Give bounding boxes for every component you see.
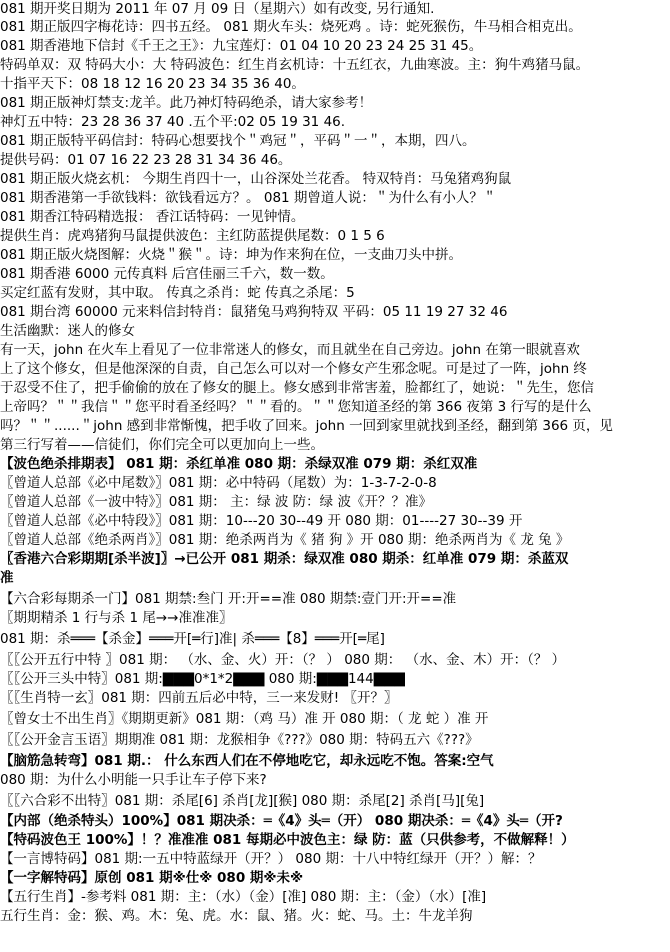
kill-row-tail-title: 〖期期精杀 1 行与杀 1 尾→→准准准〗 bbox=[0, 610, 233, 626]
story-line: 吗？＂＂......＂john 感到非常惭愧，把手收了回来。john 一回到家里就找到圣经，翻到第 366 页，见 bbox=[0, 418, 613, 434]
taiwan-envelope-line: 081 期台湾 60000 元来料信封特肖：鼠猪兔马鸡狗特双 平码：05 11 19 27 32 46 bbox=[0, 304, 508, 320]
kill-row-tail-line: 081 期：杀═══【杀金】═══开[═行]准| 杀═══【8】═══开[═尾] bbox=[0, 631, 385, 647]
story-line: 第三行写着——信徒们，你们完全可以更加向上一些。 bbox=[0, 437, 324, 453]
riddle-line: 【脑筋急转弯】081 期.： 什么东西人们在不停地吃它，却永远吃不饱。答案:空气 bbox=[0, 753, 494, 769]
half-wave-line: 〖香港六合彩期期[杀半波]〗→已公开 081 期杀：绿双准 080 期杀：红单准 079 期：杀蓝双 bbox=[0, 551, 569, 567]
golden-words-line: 〖〖公开金言玉语〗期期准 081 期：龙猴相争《???》080 期：特码五六《???》 bbox=[0, 732, 479, 748]
one-char-decode-line: 【一字解特码】原创 081 期※仕※ 080 期※未※ bbox=[0, 870, 304, 886]
story-line: 上了这个修女，但是他深深的自责，自己怎么可以对一个修女产生邪念呢。可是过了一阵，john 终 bbox=[0, 361, 587, 377]
underground-envelope-line: 081 期香港地下信封《千王之王》：九宝莲灯：01 04 10 20 23 24 25 31 45。 bbox=[0, 38, 483, 54]
half-wave-continuation: 准 bbox=[0, 570, 14, 586]
provided-numbers-line: 提供号码：01 07 16 22 23 28 31 34 36 46。 bbox=[0, 152, 292, 168]
inside-kill-head-line: 【内部（绝杀特头）100%】081 期决杀：═《4》头═（开） 080 期决杀：═《4》头═（开? bbox=[0, 813, 563, 829]
hk-first-hand-line: 081 期香港第一手欲钱料：欲钱看远方？。 081 期曾道人说：＂为什么有小人？＂ bbox=[0, 190, 497, 206]
one-word-bet-line: 【一言博特码】081 期:一五中特蓝绿开（开？） 080 期：十八中特红绿开（开？）解：？ bbox=[0, 851, 542, 867]
flat-code-envelope-line: 081 期正版特平码信封：特码心想要找个＂鸡冠＂，平码＂一＂，本期，四八。 bbox=[0, 133, 476, 149]
story-line: 有一天，john 在火车上看见了一位非常迷人的修女，而且就坐在自己旁边。john 在第一眼就喜欢 bbox=[0, 342, 580, 358]
fax-kill-line: 买定红蓝有发财，其中取。 传真之杀肖：蛇 传真之杀尾：5 bbox=[0, 285, 355, 301]
fire-mystery-line: 081 期正版火烧玄机： 今期生肖四十一，山谷深处兰花香。 特双特肖：马兔猪鸡狗鼠 bbox=[0, 171, 512, 187]
ten-fingers-line: 十指平天下：08 18 12 16 20 23 34 35 36 40。 bbox=[0, 76, 305, 92]
wave-king-line: 【特码波色王 100%】！？准准准 081 每期必中波色主：绿 防：蓝（只供参考，不做解释！） bbox=[0, 832, 575, 848]
plum-poem-line: 081 期正版四字梅花诗：四书五经。 081 期火车头：烧死鸡 。诗：蛇死猴伤，牛马相合相克出。 bbox=[0, 19, 582, 35]
one-wave-line: 〖曾道人总部《一波中特》〗081 期： 主：绿 波 防：绿 波《开？？准》 bbox=[0, 494, 432, 510]
must-hit-segment-line: 〖曾道人总部《必中特段》〗081 期：10---20 30--49 开 080 期：01----27 30--39 开 bbox=[0, 513, 523, 529]
zodiac-mystery-line: 〖〖生肖特一玄〗081 期：四前五后必中特，三一来发财! 〖开？〗 bbox=[0, 690, 398, 706]
riddle-question-line: 080 期：为什么小明能一只手让车子停下来? bbox=[0, 772, 267, 788]
madam-zeng-line: 〖曾女士不出生肖〗《期期更新》081 期：（鸡 马）准 开 080 期：（ 龙 蛇 ）准 开 bbox=[0, 711, 489, 727]
fax-6000-line: 081 期香港 6000 元传真料 后宫佳丽三千六，数一数。 bbox=[0, 266, 334, 282]
five-elements-line: 〖〖公开五行中特 〗081 期： （水、金、火）开：（？ ） 080 期： （水、金、木）开：（？ ） bbox=[0, 652, 566, 668]
must-hit-tail-line: 〖曾道人总部《必中尾数》〗081 期：必中特码（尾数）为：1-3-7-2-0-8 bbox=[0, 475, 437, 491]
wave-color-schedule-line: 【波色绝杀排期表】 081 期：杀红单准 080 期：杀绿双准 079 期：杀红双准 bbox=[0, 456, 478, 472]
three-heads-line: 〖〖公开三头中特〗081 期:▇▇▇0*1*2▇▇▇ 080 期:▇▇▇144▇▇▇ bbox=[0, 671, 405, 687]
story-line: 于忍受不住了，把手偷偷的放在了修女的腿上。修女感到非常害羞，脸都红了，她说：＂先生，您信 bbox=[0, 380, 594, 396]
five-element-zodiac-line: 【五行生肖】-参考料 081 期：主：（水）（金）[准] 080 期：主：（金）（水）[准] bbox=[0, 889, 487, 905]
xiangjiang-report-line: 081 期香江特码精选报： 香江话特码：一见钟情。 bbox=[0, 209, 305, 225]
no-special-line: 〖〖六合彩不出特〗081 期：杀尾[6] 杀肖[龙][猴] 080 期：杀尾[2] 杀肖[马][兔] bbox=[0, 793, 485, 809]
kill-two-zodiac-line: 〖曾道人总部《绝杀两肖》〗081 期：绝杀两肖为《 猪 狗 》开 080 期：绝杀两肖为《 龙 兔 》 bbox=[0, 532, 570, 548]
kill-one-door-line: 【六合彩每期杀一门】081 期禁:叁门 开:开==准 080 期禁:壹门开:开==准 bbox=[0, 591, 457, 607]
draw-date-line: 081 期开奖日期为 2011 年 07 月 09 日（星期六）如有改变, 另行通知. bbox=[0, 1, 435, 17]
provided-zodiac-line: 提供生肖：虎鸡猪狗马鼠提供波色：主红防蓝提供尾数：0 1 5 6 bbox=[0, 228, 385, 244]
special-code-attributes-line: 特码单双：双 特码大小：大 特码波色：红生肖玄机诗：十五红衣，九曲寒波。主：狗牛鸡猪马鼠。 bbox=[0, 57, 590, 73]
lamp-five-line: 神灯五中特：23 28 36 37 40 .五个平:02 05 19 31 46. bbox=[0, 114, 346, 130]
lamp-forbidden-line: 081 期正版神灯禁支:龙羊。此乃神灯特码绝杀，请大家参考！ bbox=[0, 95, 373, 111]
five-element-mapping-line: 五行生肖：金：猴、鸡。木：兔、虎。水：鼠、猪。火：蛇、马。土：牛龙羊狗 bbox=[0, 908, 473, 924]
story-line: 上帝吗？＂＂我信＂＂您平时看圣经吗？＂＂看的。＂＂您知道圣经的第 366 夜第 3 行写的是什么 bbox=[0, 399, 592, 415]
humor-title-line: 生活幽默：迷人的修女 bbox=[0, 323, 135, 339]
fire-diagram-line: 081 期正版火烧图解：火烧＂猴＂。诗：坤为作来狗在位，一支曲刀头中拼。 bbox=[0, 247, 463, 263]
